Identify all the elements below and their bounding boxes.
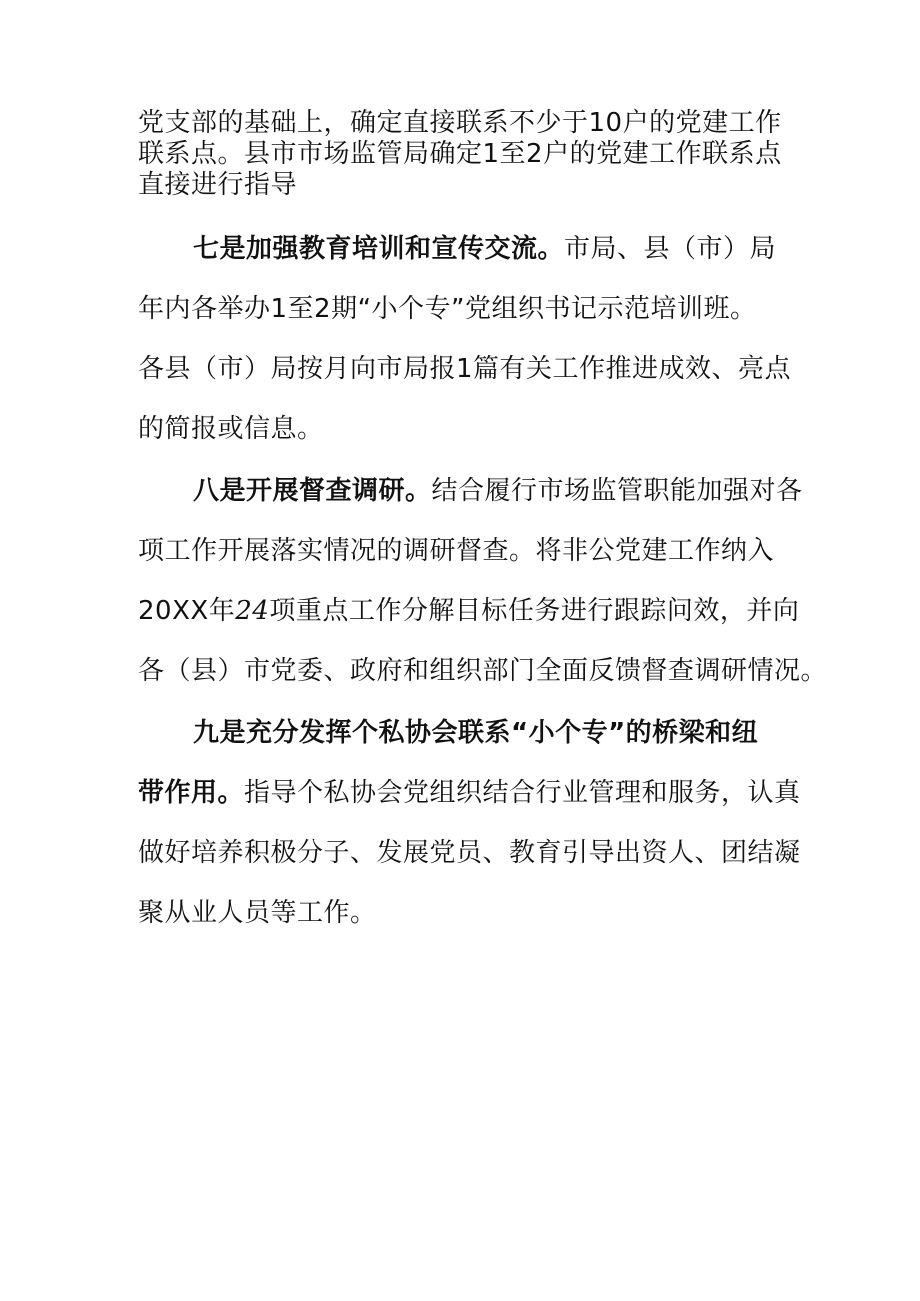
paragraph-heading: 九是充分发挥个私协会联系“小个专”的桥梁和纽 <box>193 718 759 748</box>
text-line: 各县（市）局按月向市局报1篇有关工作推进成效、亮点 <box>138 354 792 384</box>
text-line: 项工作开展落实情况的调研督查。将非公党建工作纳入 <box>138 536 775 566</box>
text-line <box>138 763 801 823</box>
text-line: 联系点。县市市场监管局确定1至2户的党建工作联系点 <box>138 139 782 169</box>
paragraph-eight <box>138 461 828 701</box>
text-run: 20XX年 <box>138 596 236 626</box>
text-line: 做好培养积极分子、发展党员、教育引导出资人、团结凝 <box>138 838 801 868</box>
text-line <box>138 219 788 279</box>
paragraph-heading: 八是开展督查调研。 <box>193 476 432 506</box>
paragraph-continuation <box>138 108 788 201</box>
text-line <box>138 461 803 521</box>
text-run: 指导个私协会党组织结合行业管理和服务，认真 <box>244 778 801 808</box>
text-run: 市局、县（市）局 <box>564 234 777 264</box>
paragraph-nine <box>138 703 801 943</box>
text-run: 结合履行市场监管职能加强对各 <box>431 476 803 506</box>
text-line: 党支部的基础上，确定直接联系不少于10户的党建工作 <box>138 108 782 138</box>
text-line: 聚从业人员等工作。 <box>138 898 377 928</box>
paragraph-heading: 带作用。 <box>138 778 245 808</box>
text-line: 年内各举办1至2期“小个专”党组织书记示范培训班。 <box>138 294 757 324</box>
number-run: 24 <box>235 596 270 626</box>
text-run: 项重点工作分解目标任务进行跟踪问效，并向 <box>269 596 800 626</box>
paragraph-heading: 七是加强教育培训和宣传交流。 <box>193 234 565 264</box>
text-line <box>138 581 800 641</box>
text-line: 直接进行指导 <box>138 170 298 200</box>
text-line: 的简报或信息。 <box>138 414 324 444</box>
paragraph-seven <box>138 219 792 459</box>
text-line: 各（县）市党委、政府和组织部门全面反馈督查调研情况。 <box>138 656 828 686</box>
